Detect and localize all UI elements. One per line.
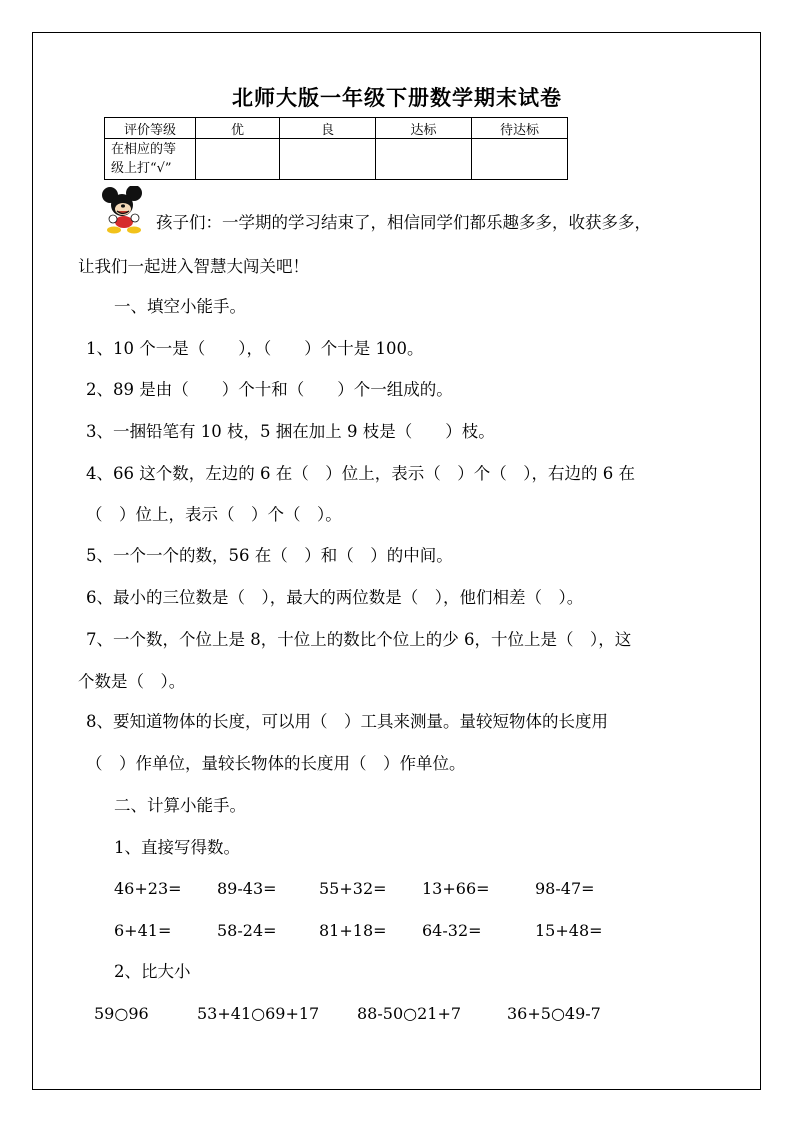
grade-check-cell[interactable] [280, 139, 376, 180]
grade-level-good: 良 [280, 118, 376, 139]
grade-row-label-line2: 级上打“√” [111, 161, 172, 176]
calc-item: 55+32= [319, 879, 387, 898]
compare-item: 88-50○21+7 [357, 1004, 462, 1023]
calc-item: 46+23= [114, 879, 182, 898]
question-5: 5、一个一个的数，56 在（ ）和（ ）的中间。 [86, 546, 453, 565]
grade-level-needs-work: 待达标 [472, 118, 568, 139]
calc-item: 13+66= [422, 879, 490, 898]
calc-item: 64-32= [422, 921, 482, 940]
compare-item: 53+41○69+17 [197, 1004, 320, 1023]
question-4-line2: （ ）位上，表示（ ）个（ ）。 [86, 505, 342, 524]
calc-item: 89-43= [217, 879, 277, 898]
calc-item: 15+48= [535, 921, 603, 940]
grade-check-cell[interactable] [472, 139, 568, 180]
section2-heading: 二、计算小能手。 [114, 796, 246, 815]
question-8-line2: （ ）作单位，量较长物体的长度用（ ）作单位。 [86, 754, 466, 773]
grade-table [104, 117, 568, 180]
question-6: 6、最小的三位数是（ ），最大的两位数是（ ），他们相差（ ）。 [86, 588, 584, 607]
question-7-line2: 个数是（ ）。 [78, 672, 186, 691]
compare-item: 36+5○49-7 [507, 1004, 601, 1023]
compare-row [94, 1003, 694, 1025]
grade-level-excellent: 优 [196, 118, 280, 139]
grade-row-label [105, 139, 196, 180]
calc-row-1 [114, 878, 674, 900]
grade-row-label-line1: 在相应的等 [111, 142, 177, 157]
question-3: 3、一捆铅笔有 10 枝，5 捆在加上 9 枝是（ ）枝。 [86, 422, 495, 441]
grade-table-header-row [105, 118, 568, 139]
calc-subtitle-1: 1、直接写得数。 [114, 838, 240, 857]
question-2: 2、89 是由（ ）个十和（ ）个一组成的。 [86, 380, 453, 399]
calc-item: 98-47= [535, 879, 595, 898]
question-4-line1: 4、66 这个数，左边的 6 在（ ）位上，表示（ ）个（ ），右边的 6 在 [86, 464, 635, 483]
question-8-line1: 8、要知道物体的长度，可以用（ ）工具来测量。量较短物体的长度用 [86, 712, 608, 731]
question-1: 1、10 个一是（ ），（ ）个十是 100。 [86, 339, 424, 358]
mickey-mouse-icon [100, 186, 150, 234]
grade-check-cell[interactable] [376, 139, 472, 180]
page-title: 北师大版一年级下册数学期末试卷 [232, 86, 562, 110]
compare-subtitle: 2、比大小 [114, 962, 191, 981]
grade-level-pass: 达标 [376, 118, 472, 139]
calc-item: 81+18= [319, 921, 387, 940]
calc-row-2 [114, 920, 674, 942]
calc-item: 58-24= [217, 921, 277, 940]
section1-heading: 一、填空小能手。 [114, 297, 246, 316]
grade-label-header: 评价等级 [105, 118, 196, 139]
intro-line1: 孩子们：一学期的学习结束了，相信同学们都乐趣多多，收获多多， [156, 213, 651, 232]
question-7-line1: 7、一个数，个位上是 8，十位上的数比个位上的少 6，十位上是（ ），这 [86, 630, 632, 649]
grade-table-check-row [105, 139, 568, 180]
compare-item: 59○96 [94, 1004, 149, 1023]
calc-item: 6+41= [114, 921, 172, 940]
grade-check-cell[interactable] [196, 139, 280, 180]
intro-line2: 让我们一起进入智慧大闯关吧！ [78, 257, 309, 276]
